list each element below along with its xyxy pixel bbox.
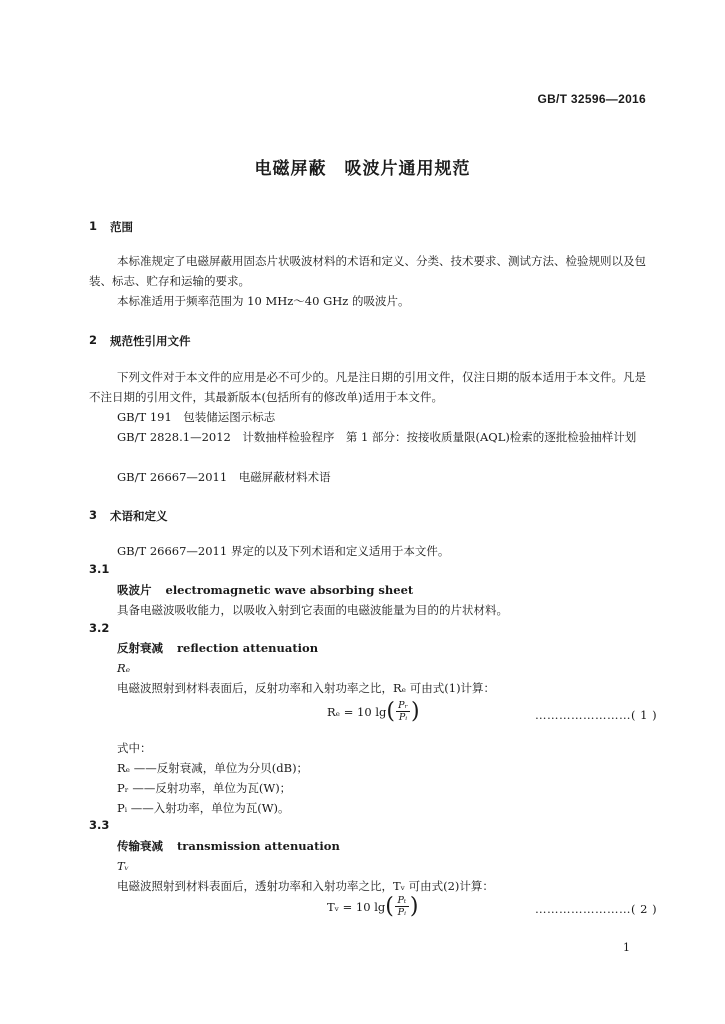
formula-1-lhs: Rₑ = 10 lg (327, 704, 387, 719)
term-3-1-definition: 具备电磁波吸收能力，以吸收入射到它表面的电磁波能量为目的的片状材料。 (117, 603, 508, 617)
reference-gbt26667: GB/T 26667—2011 电磁屏蔽材料术语 (117, 470, 331, 484)
formula-1-numerator: Pᵣ (398, 700, 408, 711)
where-label: 式中： (117, 741, 152, 755)
formula-1-right-paren: ) (410, 698, 420, 724)
term-3-3-number: 3.3 (89, 818, 110, 832)
section-2-paragraph-1: 下列文件对于本文件的应用是必不可少的。凡是注日期的引用文件，仅注日期的版本适用于本文件。凡是不注日期的引用文件，其最新版本(包括所有的修改单)适用于本文件。 (89, 370, 646, 404)
where-item-pi: Pᵢ ——入射功率，单位为瓦(W)。 (117, 801, 290, 815)
term-3-2-definition: 电磁波照射到材料表面后，反射功率和入射功率之比，Rₑ 可由式(1)计算： (117, 681, 496, 695)
section-3-intro: GB/T 26667—2011 界定的以及下列术语和定义适用于本文件。 (117, 544, 450, 558)
term-3-2-symbol: Rₑ (117, 661, 131, 675)
section-3-heading: 术语和定义 (110, 509, 168, 523)
formula-2-fraction (395, 895, 409, 918)
formula-2-denominator: Pᵢ (397, 907, 406, 918)
term-3-1-zh: 吸波片 (117, 583, 152, 597)
page-number: 1 (623, 941, 630, 954)
formula-2-left-paren: ( (385, 893, 394, 919)
term-3-2-zh: 反射衰减 (117, 641, 163, 655)
term-3-3-en: transmission attenuation (177, 839, 340, 853)
reference-gbt2828: GB/T 2828.1—2012 计数抽样检验程序 第 1 部分：按接收质量限(AQL)检索的逐批检验抽样计划 (117, 430, 637, 444)
where-item-re: Rₑ ——反射衰减，单位为分贝(dB)； (117, 761, 309, 775)
formula-2-right-paren: ) (409, 893, 419, 919)
section-3-number: 3 (89, 508, 98, 522)
formula-2 (327, 895, 418, 918)
formula-1-fraction (396, 700, 410, 723)
reference-gbt191: GB/T 191 包装储运图示标志 (117, 410, 276, 424)
term-3-3-symbol: Tᵥ (117, 859, 129, 873)
term-3-3-zh: 传输衰减 (117, 839, 163, 853)
term-3-3 (117, 836, 340, 856)
section-2-heading: 规范性引用文件 (110, 334, 191, 348)
term-3-2 (117, 638, 318, 658)
equation-number-2: ……………………( 2 ) (535, 902, 658, 916)
formula-1-denominator: Pᵢ (398, 712, 408, 723)
section-1-number: 1 (89, 219, 98, 233)
formula-2-lhs: Tᵥ = 10 lg (327, 899, 386, 914)
where-item-pr: Pᵣ ——反射功率，单位为瓦(W)； (117, 781, 292, 795)
document-title: 电磁屏蔽 吸波片通用规范 (254, 159, 471, 179)
formula-1 (327, 700, 420, 723)
section-2-number: 2 (89, 333, 98, 347)
formula-1-left-paren: ( (386, 698, 395, 724)
section-1-heading: 范围 (110, 220, 133, 234)
term-3-1-en: electromagnetic wave absorbing sheet (165, 583, 414, 597)
standard-code: GB/T 32596—2016 (537, 92, 646, 106)
term-3-1-number: 3.1 (89, 562, 110, 576)
term-3-2-en: reflection attenuation (177, 641, 319, 655)
equation-number-1: ……………………( 1 ) (535, 708, 658, 722)
formula-2-numerator: Pₜ (397, 895, 407, 906)
term-3-1 (117, 580, 413, 600)
section-1-paragraph-2: 本标准适用于频率范围为 10 MHz～40 GHz 的吸波片。 (117, 294, 410, 308)
section-1-paragraph-1: 本标准规定了电磁屏蔽用固态片状吸波材料的术语和定义、分类、技术要求、测试方法、检验规则以及包装、标志、贮存和运输的要求。 (89, 254, 646, 288)
term-3-3-definition: 电磁波照射到材料表面后，透射功率和入射功率之比，Tᵥ 可由式(2)计算： (117, 879, 494, 893)
term-3-2-number: 3.2 (89, 621, 110, 635)
